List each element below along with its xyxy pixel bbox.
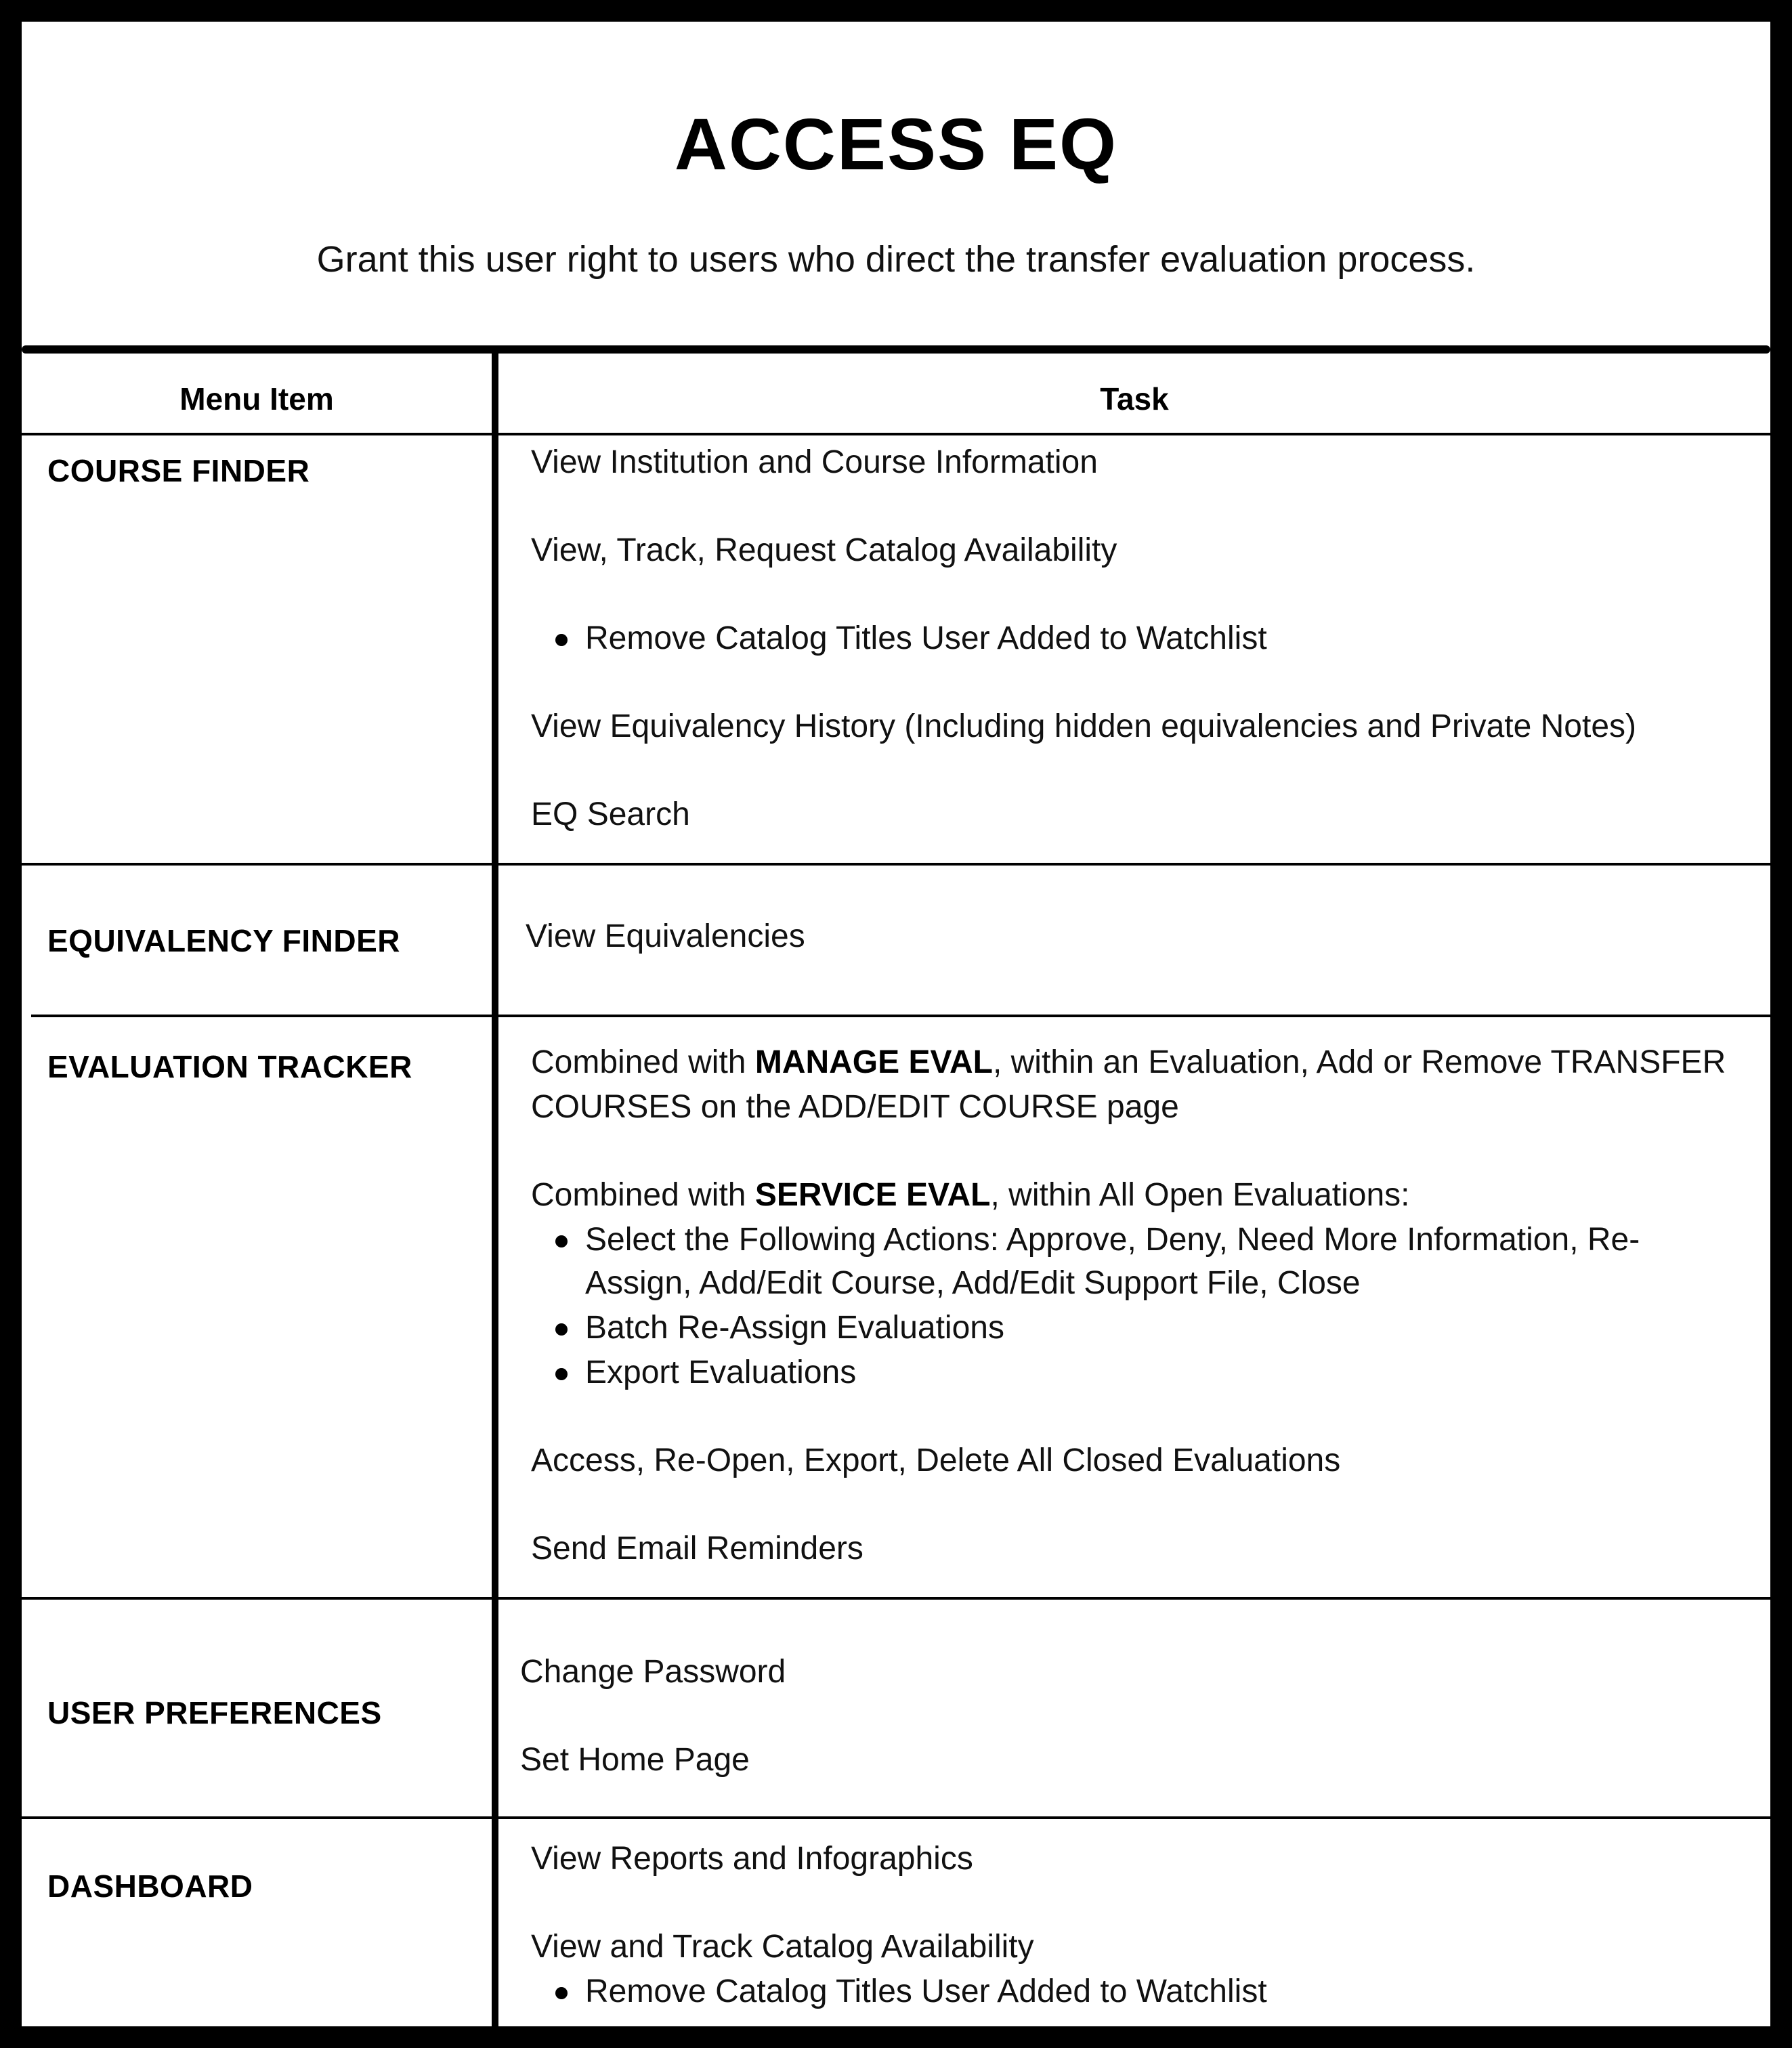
column-divider xyxy=(492,352,498,2026)
page-title: ACCESS EQ xyxy=(674,103,1118,185)
task-text: View and Track Catalog Availability xyxy=(531,1929,1034,1965)
bullet-item: Remove Catalog Titles User Added to Watchlist xyxy=(585,616,1267,661)
column-header-menu-item: Menu Item xyxy=(179,381,334,417)
task-text-suffix: , within an Evaluation, Add or Remove TRANSFER xyxy=(992,1044,1726,1080)
task-text-prefix: Combined with xyxy=(531,1177,755,1213)
column-header-task: Task xyxy=(1100,381,1169,417)
service-eval-label: SERVICE EVAL xyxy=(754,1177,991,1213)
bullet-item: Batch Re-Assign Evaluations xyxy=(585,1306,1004,1350)
task-text xyxy=(531,1040,1726,1085)
bullet-item: Select the Following Actions: Approve, Deny, Need More Information, Re- xyxy=(585,1218,1640,1262)
task-text: Access, Re-Open, Export, Delete All Closed Evaluations xyxy=(531,1443,1341,1478)
row-divider xyxy=(22,1816,1770,1819)
task-text-prefix: Combined with xyxy=(531,1044,755,1080)
task-text: EQ Search xyxy=(531,796,690,832)
menu-item-user-preferences: USER PREFERENCES xyxy=(47,1695,382,1730)
row-divider xyxy=(22,863,1770,866)
row-divider xyxy=(31,1015,1770,1017)
task-text: View Equivalencies xyxy=(526,918,805,954)
header-divider xyxy=(22,345,1770,354)
menu-item-equivalency-finder: EQUIVALENCY FINDER xyxy=(47,923,401,958)
task-text: COURSES on the ADD/EDIT COURSE page xyxy=(531,1089,1179,1125)
task-text: View, Track, Request Catalog Availability xyxy=(531,532,1117,568)
menu-item-evaluation-tracker: EVALUATION TRACKER xyxy=(47,1049,412,1084)
bullet-item: Remove Catalog Titles User Added to Watchlist xyxy=(585,1969,1267,2014)
task-text: Send Email Reminders xyxy=(531,1531,863,1566)
task-text: View Equivalency History (Including hidden equivalencies and Private Notes) xyxy=(531,708,1636,744)
bullet-item: Export Evaluations xyxy=(585,1350,856,1395)
page-subtitle: Grant this user right to users who direct the transfer evaluation process. xyxy=(316,239,1476,280)
row-divider xyxy=(22,433,1770,435)
manage-eval-label: MANAGE EVAL xyxy=(754,1044,993,1080)
bullet-item-continuation: Assign, Add/Edit Course, Add/Edit Support File, Close xyxy=(585,1265,1361,1301)
task-text: Set Home Page xyxy=(520,1742,750,1778)
row-divider xyxy=(22,1597,1770,1600)
task-text-suffix: , within All Open Evaluations: xyxy=(990,1177,1410,1213)
menu-item-course-finder: COURSE FINDER xyxy=(47,453,310,488)
task-text: View Institution and Course Information xyxy=(531,444,1098,480)
task-text xyxy=(531,1173,1410,1218)
document-page xyxy=(22,22,1770,2026)
task-text: View Reports and Infographics xyxy=(531,1841,973,1877)
menu-item-dashboard: DASHBOARD xyxy=(47,1869,253,1904)
task-text: Change Password xyxy=(520,1654,786,1690)
